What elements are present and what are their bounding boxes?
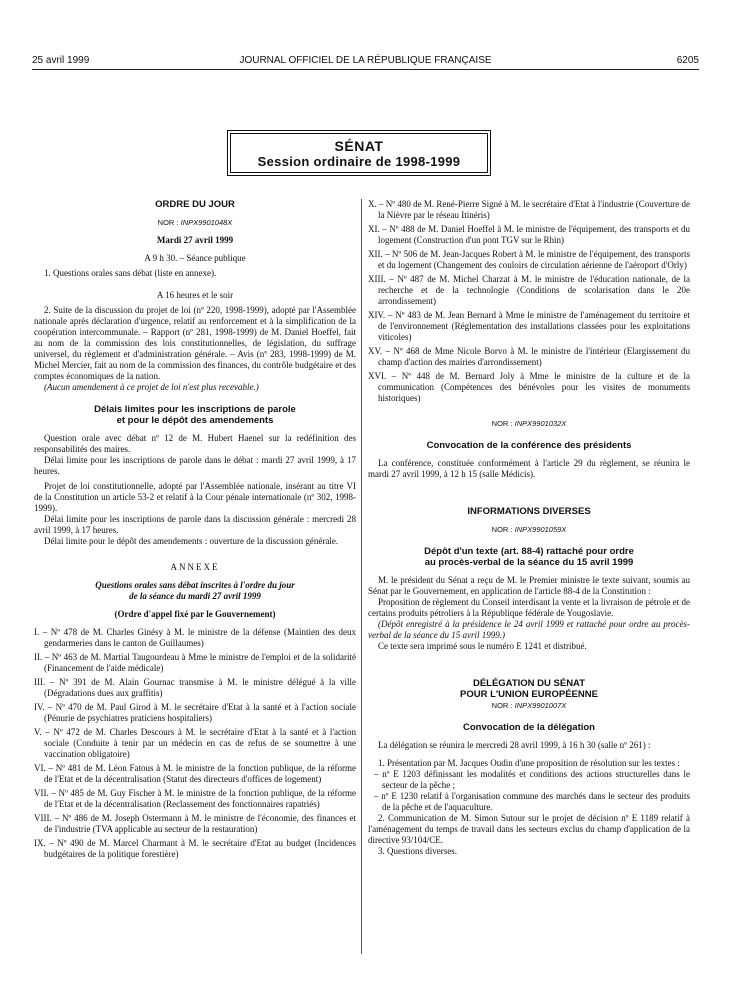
delegation-item-3: 3. Questions diverses.	[378, 846, 457, 856]
session-title-box	[230, 133, 488, 173]
question-item: IX. – Nº 490 de M. Marcel Charmant à M. le secrétaire d'Etat au budget (Incidences budgétaires de la politique forestière)	[34, 838, 356, 859]
delegation-subitem: – nº E 1230 relatif à l'organisation commune des marchés dans le secteur des produits de la pêche et de l'aquaculture.	[374, 791, 690, 812]
delais-paragraph-4: Délai limite pour les inscriptions de parole dans la discussion générale : mercredi 28 avril 1999, à 17 heures.	[34, 514, 356, 535]
delais-paragraph-1: Question orale avec débat nº 12 de M. Hubert Haenel sur la redéfinition des responsabilités des maires.	[34, 433, 356, 454]
delais-title-line1: Délais limites pour les inscriptions de parole	[94, 404, 296, 415]
depot-paragraph-1: M. le président du Sénat a reçu de M. le Premier ministre le texte suivant, soumis au Sénat par le Gouvernement, en application de l'article 88-4 de la Constitution :	[368, 575, 690, 596]
question-item: III. – Nº 391 de M. Alain Gournac transmise à M. le ministre délégué à la ville (Dégradations dues aux graffitis)	[34, 677, 356, 698]
delegation-title-line2: POUR L'UNION EUROPÉENNE	[460, 689, 598, 700]
session-title: Session ordinaire de 1998-1999	[257, 154, 461, 169]
nor-reference: NOR : INPX9901048X	[157, 218, 233, 227]
left-column	[34, 199, 356, 863]
question-item: X. – Nº 480 de M. René-Pierre Signé à M. le secrétaire d'Etat à l'industrie (Couverture de la Nièvre par le réseau Itinéris)	[368, 199, 690, 220]
conference-presidents-text: La conférence, constituée conformément à l'article 29 du règlement, se réunira le mardi 27 avril 1999, à 12 h 15 (salle Médicis).	[368, 458, 690, 479]
question-item: XIII. – Nº 487 de M. Michel Charzat à M. le ministre de l'éducation nationale, de la recherche et de la technologie (Conditions de scolarisation dans le 20e arrondissement)	[368, 274, 690, 306]
question-item: I. – Nº 478 de M. Charles Ginésy à M. le ministre de la défense (Maintien des deux gendarmeries dans le canton de Guillaumes)	[34, 627, 356, 648]
header-page-number: 6205	[676, 55, 699, 66]
annexe-title: ANNEXE	[170, 562, 220, 572]
question-item: XVI. – Nº 448 de M. Bernard Joly à Mme le ministre de la culture et de la communication (Compétences des bénévoles pour les visites de monuments historiques)	[368, 371, 690, 403]
convocation-delegation-text: La délégation se réunira le mercredi 28 avril 1999, à 16 h 30 (salle nº 261) :	[378, 740, 651, 750]
question-item: II. – Nº 463 de M. Martial Taugourdeau à Mme le ministre de l'emploi et de la solidarité (Financement de l'aide médicale)	[34, 652, 356, 673]
question-item: V. – Nº 472 de M. Charles Descours à M. le secrétaire d'Etat à la santé et à l'action sociale (Conduite à tenir par un médecin en cas de refus de se soumettre à une vaccination obligatoire)	[34, 727, 356, 759]
sitting-time-afternoon: A 16 heures et le soir	[156, 290, 234, 300]
sitting-time-morning: A 9 h 30. – Séance publique	[144, 253, 246, 263]
delais-paragraph-2: Délai limite pour les inscriptions de parole dans le débat : mardi 27 avril 1999, à 17 heures.	[34, 455, 356, 476]
nor-reference: NOR : INPX9901032X	[491, 419, 567, 428]
question-item: VII. – Nº 485 de M. Guy Fischer à M. le ministre de la fonction publique, de la réforme de l'Etat et de la décentralisation (Reclassement des fonctionnaires rapatriés)	[34, 788, 356, 809]
question-item: XV. – Nº 468 de Mme Nicole Borvo à M. le ministre de l'intérieur (Elargissement du champ d'action des mairies d'arrondissement)	[368, 346, 690, 367]
ordre-appel: (Ordre d'appel fixé par le Gouvernement)	[114, 609, 276, 619]
conference-presidents-title: Convocation de la conférence des présidents	[426, 440, 632, 451]
header-rule	[32, 69, 699, 70]
right-column	[368, 199, 690, 857]
ordre-du-jour-title: ORDRE DU JOUR	[155, 199, 235, 210]
convocation-delegation-title: Convocation de la délégation	[463, 722, 595, 733]
depot-title-line2: au procès-verbal de la séance du 15 avril 1999	[424, 557, 634, 568]
agenda-item-2: 2. Suite de la discussion du projet de loi (nº 220, 1998-1999), adopté par l'Assemblée nationale après déclaration d'urgence, relatif au renforcement et à la simplification de la coopération intercommunale. – Rapport (nº 281, 1998-1999) de M. Daniel Hoeffel, fait au nom de la commission des lois constitutionnelles, de législation, du suffrage universel, du règlement et d'administration générale. – Avis (nº 283, 1998-1999) de M. Michel Mercier, fait au nom de la commission des finances, du contrôle budgétaire et des comptes économiques de la nation.	[34, 305, 356, 381]
sitting-date: Mardi 27 avril 1999	[156, 235, 234, 245]
question-item: VI. – Nº 481 de M. Léon Fatous à M. le ministre de la fonction publique, de la réforme de l'Etat et de la décentralisation (Statut des directeurs d'offices de logement)	[34, 763, 356, 784]
question-item: IV. – Nº 470 de M. Paul Girod à M. le secrétaire d'Etat à la santé et à l'action sociale (Pénurie de psychiatres praticiens hospitaliers)	[34, 702, 356, 723]
agenda-item-2-note: (Aucun amendement à ce projet de loi n'est plus recevable.)	[44, 382, 259, 392]
annexe-subtitle-line2: de la séance du mardi 27 avril 1999	[129, 591, 261, 601]
delais-paragraph-5: Délai limite pour le dépôt des amendements : ouverture de la discussion générale.	[44, 536, 339, 546]
depot-note: (Dépôt enregistré à la présidence le 24 avril 1999 et rattaché pour ordre au procès-verbal de la séance du 15 avril 1999.)	[368, 619, 690, 640]
delegation-item-1: 1. Présentation par M. Jacques Oudin d'une proposition de résolution sur les textes :	[378, 758, 680, 768]
agenda-item-1: 1. Questions orales sans débat (liste en annexe).	[44, 268, 217, 278]
delegation-item-2: 2. Communication de M. Simon Sutour sur le projet de décision nº E 1189 relatif à l'aménagement du temps de travail dans les secteurs exclus du champ d'application de la directive 93/104/CE.	[368, 813, 690, 845]
informations-diverses-title: INFORMATIONS DIVERSES	[467, 506, 591, 517]
question-item: XIV. – Nº 483 de M. Jean Bernard à Mme le ministre de l'aménagement du territoire et de l'environnement (Réglementation des installations classées pour les exploitations viticoles)	[368, 310, 690, 342]
depot-paragraph-2: Proposition de règlement du Conseil interdisant la vente et la livraison de pétrole et de certains produits pétroliers à la République fédérale de Yougoslavie.	[368, 597, 690, 618]
depot-title-line1: Dépôt d'un texte (art. 88-4) rattaché pour ordre	[424, 546, 634, 557]
senat-title: SÉNAT	[334, 138, 384, 154]
delais-paragraph-3: Projet de loi constitutionnelle, adopté par l'Assemblée nationale, insérant au titre VI de la Constitution un article 53-2 et relatif à la Cour pénale internationale (nº 302, 1998-1999).	[34, 481, 356, 513]
question-item: XI. – Nº 488 de M. Daniel Hoeffel à M. le ministre de l'équipement, des transports et du logement (Construction d'un pont TGV sur le Rhin)	[368, 224, 690, 245]
header-journal-title: JOURNAL OFFICIEL DE LA RÉPUBLIQUE FRANÇAISE	[239, 55, 492, 66]
page-header	[32, 55, 699, 69]
nor-reference: NOR : INPX9901059X	[491, 525, 567, 534]
question-item: VIII. – Nº 486 de M. Joseph Ostermann à M. le ministre de l'économie, des finances et de l'industrie (TVA applicable au secteur de la restauration)	[34, 813, 356, 834]
delegation-title-line1: DÉLÉGATION DU SÉNAT	[472, 678, 586, 689]
column-divider	[361, 199, 362, 954]
nor-reference: NOR : INPX9901007X	[491, 701, 567, 710]
delais-title-line2: et pour le dépôt des amendements	[116, 415, 274, 426]
annexe-subtitle-line1: Questions orales sans débat inscrites à l'ordre du jour	[95, 580, 295, 590]
delegation-subitem: – nº E 1203 définissant les modalités et conditions des actions structurelles dans le secteur de la pêche ;	[374, 769, 690, 790]
depot-paragraph-3: Ce texte sera imprimé sous le numéro E 1241 et distribué.	[378, 641, 587, 651]
header-date: 25 avril 1999	[32, 55, 90, 66]
question-item: XII. – Nº 506 de M. Jean-Jacques Robert à M. le ministre de l'équipement, des transports et du logement (Changement des couloirs de circulation aérienne de l'aéroport d'Orly)	[368, 249, 690, 270]
